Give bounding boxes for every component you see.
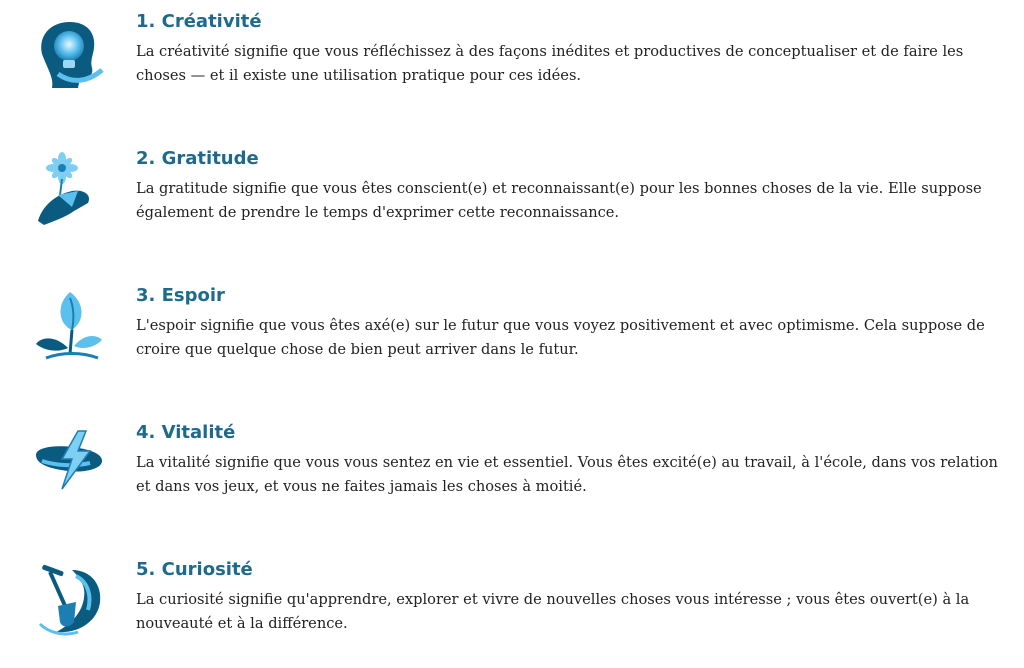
item-description: La gratitude signifie que vous êtes conscient(e) et reconnaissant(e) pour les bonnes choses de la vie. Elle suppose également de prendre le temps d'exprimer cette reconnaissance. bbox=[136, 180, 982, 221]
shovel-icon bbox=[32, 562, 108, 638]
item-description: L'espoir signifie que vous êtes axé(e) sur le futur que vous voyez positivement et avec optimisme. Cela suppose de croire que quelque chose de bien peut arriver dans le futur. bbox=[136, 317, 985, 358]
flower-hand-icon bbox=[32, 151, 108, 227]
item-title: 2. Gratitude bbox=[136, 148, 259, 169]
list-item bbox=[0, 10, 1024, 120]
sprout-icon bbox=[32, 288, 108, 364]
item-title: 1. Créativité bbox=[136, 11, 262, 32]
lightning-bolt-icon bbox=[32, 425, 108, 501]
list-item bbox=[0, 558, 1024, 668]
item-title: 4. Vitalité bbox=[136, 422, 236, 443]
list-item bbox=[0, 284, 1024, 394]
item-description: La vitalité signifie que vous vous sentez en vie et essentiel. Vous êtes excité(e) au travail, à l'école, dans vos relation et dans vos jeux, et vous ne faites jamais les choses à moitié. bbox=[136, 454, 998, 495]
list-item bbox=[0, 147, 1024, 257]
lightbulb-head-icon bbox=[32, 14, 108, 90]
item-title: 5. Curiosité bbox=[136, 559, 253, 580]
item-description: La créativité signifie que vous réfléchissez à des façons inédites et productives de conceptualiser et de faire les choses — et il existe une utilisation pratique pour ces idées. bbox=[136, 43, 964, 84]
item-title: 3. Espoir bbox=[136, 285, 225, 306]
item-description: La curiosité signifie qu'apprendre, explorer et vivre de nouvelles choses vous intéresse ; vous êtes ouvert(e) à la nouveauté et à la différence. bbox=[136, 591, 970, 632]
list-item bbox=[0, 421, 1024, 531]
